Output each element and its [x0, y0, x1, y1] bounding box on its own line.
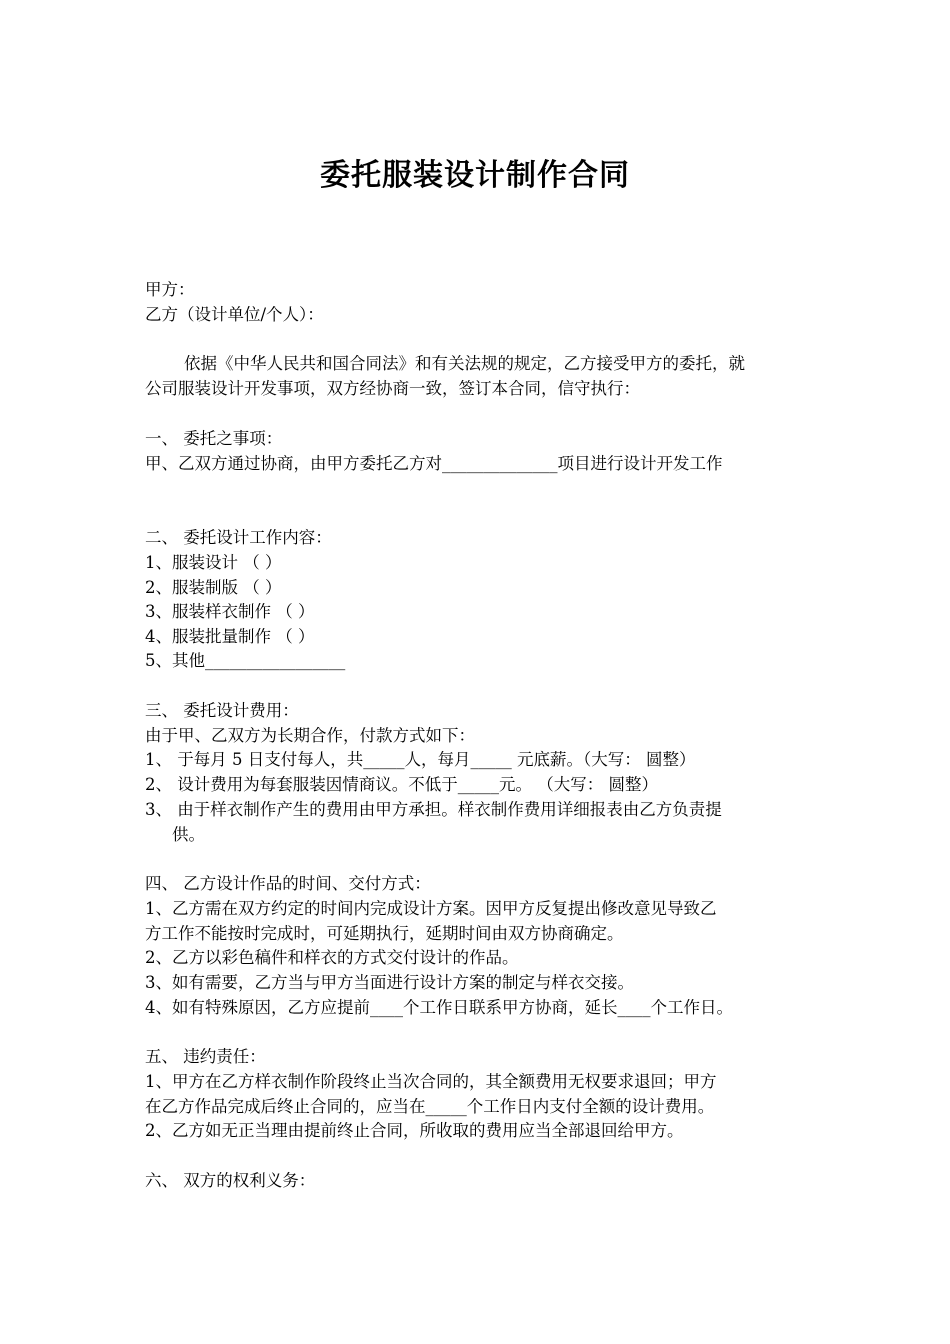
list-item: 1、甲方在乙方样衣制作阶段终止当次合同的，其全额费用无权要求退回；甲方	[145, 1072, 717, 1091]
party-b-line: 乙方（设计单位/个人）：	[145, 305, 324, 324]
document-title: 委托服装设计制作合同	[320, 158, 630, 193]
list-item: 3、 由于样衣制作产生的费用由甲方承担。样衣制作费用详细报表由乙方负责提	[145, 800, 722, 819]
list-item-continuation: 在乙方作品完成后终止合同的，应当在_____个工作日内支付全额的设计费用。	[145, 1097, 715, 1116]
list-item: 3、如有需要，乙方当与甲方当面进行设计方案的制定与样衣交接。	[145, 973, 634, 992]
party-a-line: 甲方：	[145, 280, 195, 299]
section-heading: 五、 违约责任：	[145, 1047, 266, 1066]
list-item: 1、 于每月 5 日支付每人，共_____人，每月_____ 元底薪。（大写： 圆整）	[145, 750, 696, 769]
list-item: 2、 设计费用为每套服装因情商议。不低于_____元。 （大写： 圆整）	[145, 775, 658, 794]
paragraph-line: 由于甲、乙双方为长期合作，付款方式如下：	[145, 726, 475, 745]
list-item: 3、服装样衣制作 （ ）	[145, 602, 315, 621]
section-heading: 六、 双方的权利义务：	[145, 1171, 316, 1190]
list-item: 1、乙方需在双方约定的时间内完成设计方案。因甲方反复提出修改意见导致乙	[145, 899, 717, 918]
list-item: 2、乙方以彩色稿件和样衣的方式交付设计的作品。	[145, 948, 519, 967]
paragraph-line: 甲、乙双方通过协商，由甲方委托乙方对______________项目进行设计开发工作	[145, 454, 723, 473]
list-item: 2、服装制版 （ ）	[145, 578, 282, 597]
list-item: 4、如有特殊原因，乙方应提前____个工作日联系甲方协商，延长____个工作日。	[145, 998, 733, 1017]
section-heading: 一、 委托之事项：	[145, 429, 283, 448]
preamble-line: 公司服装设计开发事项，双方经协商一致，签订本合同，信守执行：	[145, 379, 640, 398]
list-item: 1、服装设计 （ ）	[145, 553, 282, 572]
section-heading: 二、 委托设计工作内容：	[145, 528, 332, 547]
list-item: 2、乙方如无正当理由提前终止合同，所收取的费用应当全部退回给甲方。	[145, 1121, 684, 1140]
list-item-continuation: 方工作不能按时完成时，可延期执行，延期时间由双方协商确定。	[145, 924, 624, 943]
list-item-continuation: 供。	[172, 825, 205, 844]
list-item: 5、其他_________________	[145, 651, 346, 670]
preamble-line: 依据《中华人民共和国合同法》和有关法规的规定，乙方接受甲方的委托，就	[184, 354, 745, 373]
section-heading: 四、 乙方设计作品的时间、交付方式：	[145, 874, 431, 893]
list-item: 4、服装批量制作 （ ）	[145, 627, 315, 646]
section-heading: 三、 委托设计费用：	[145, 701, 299, 720]
